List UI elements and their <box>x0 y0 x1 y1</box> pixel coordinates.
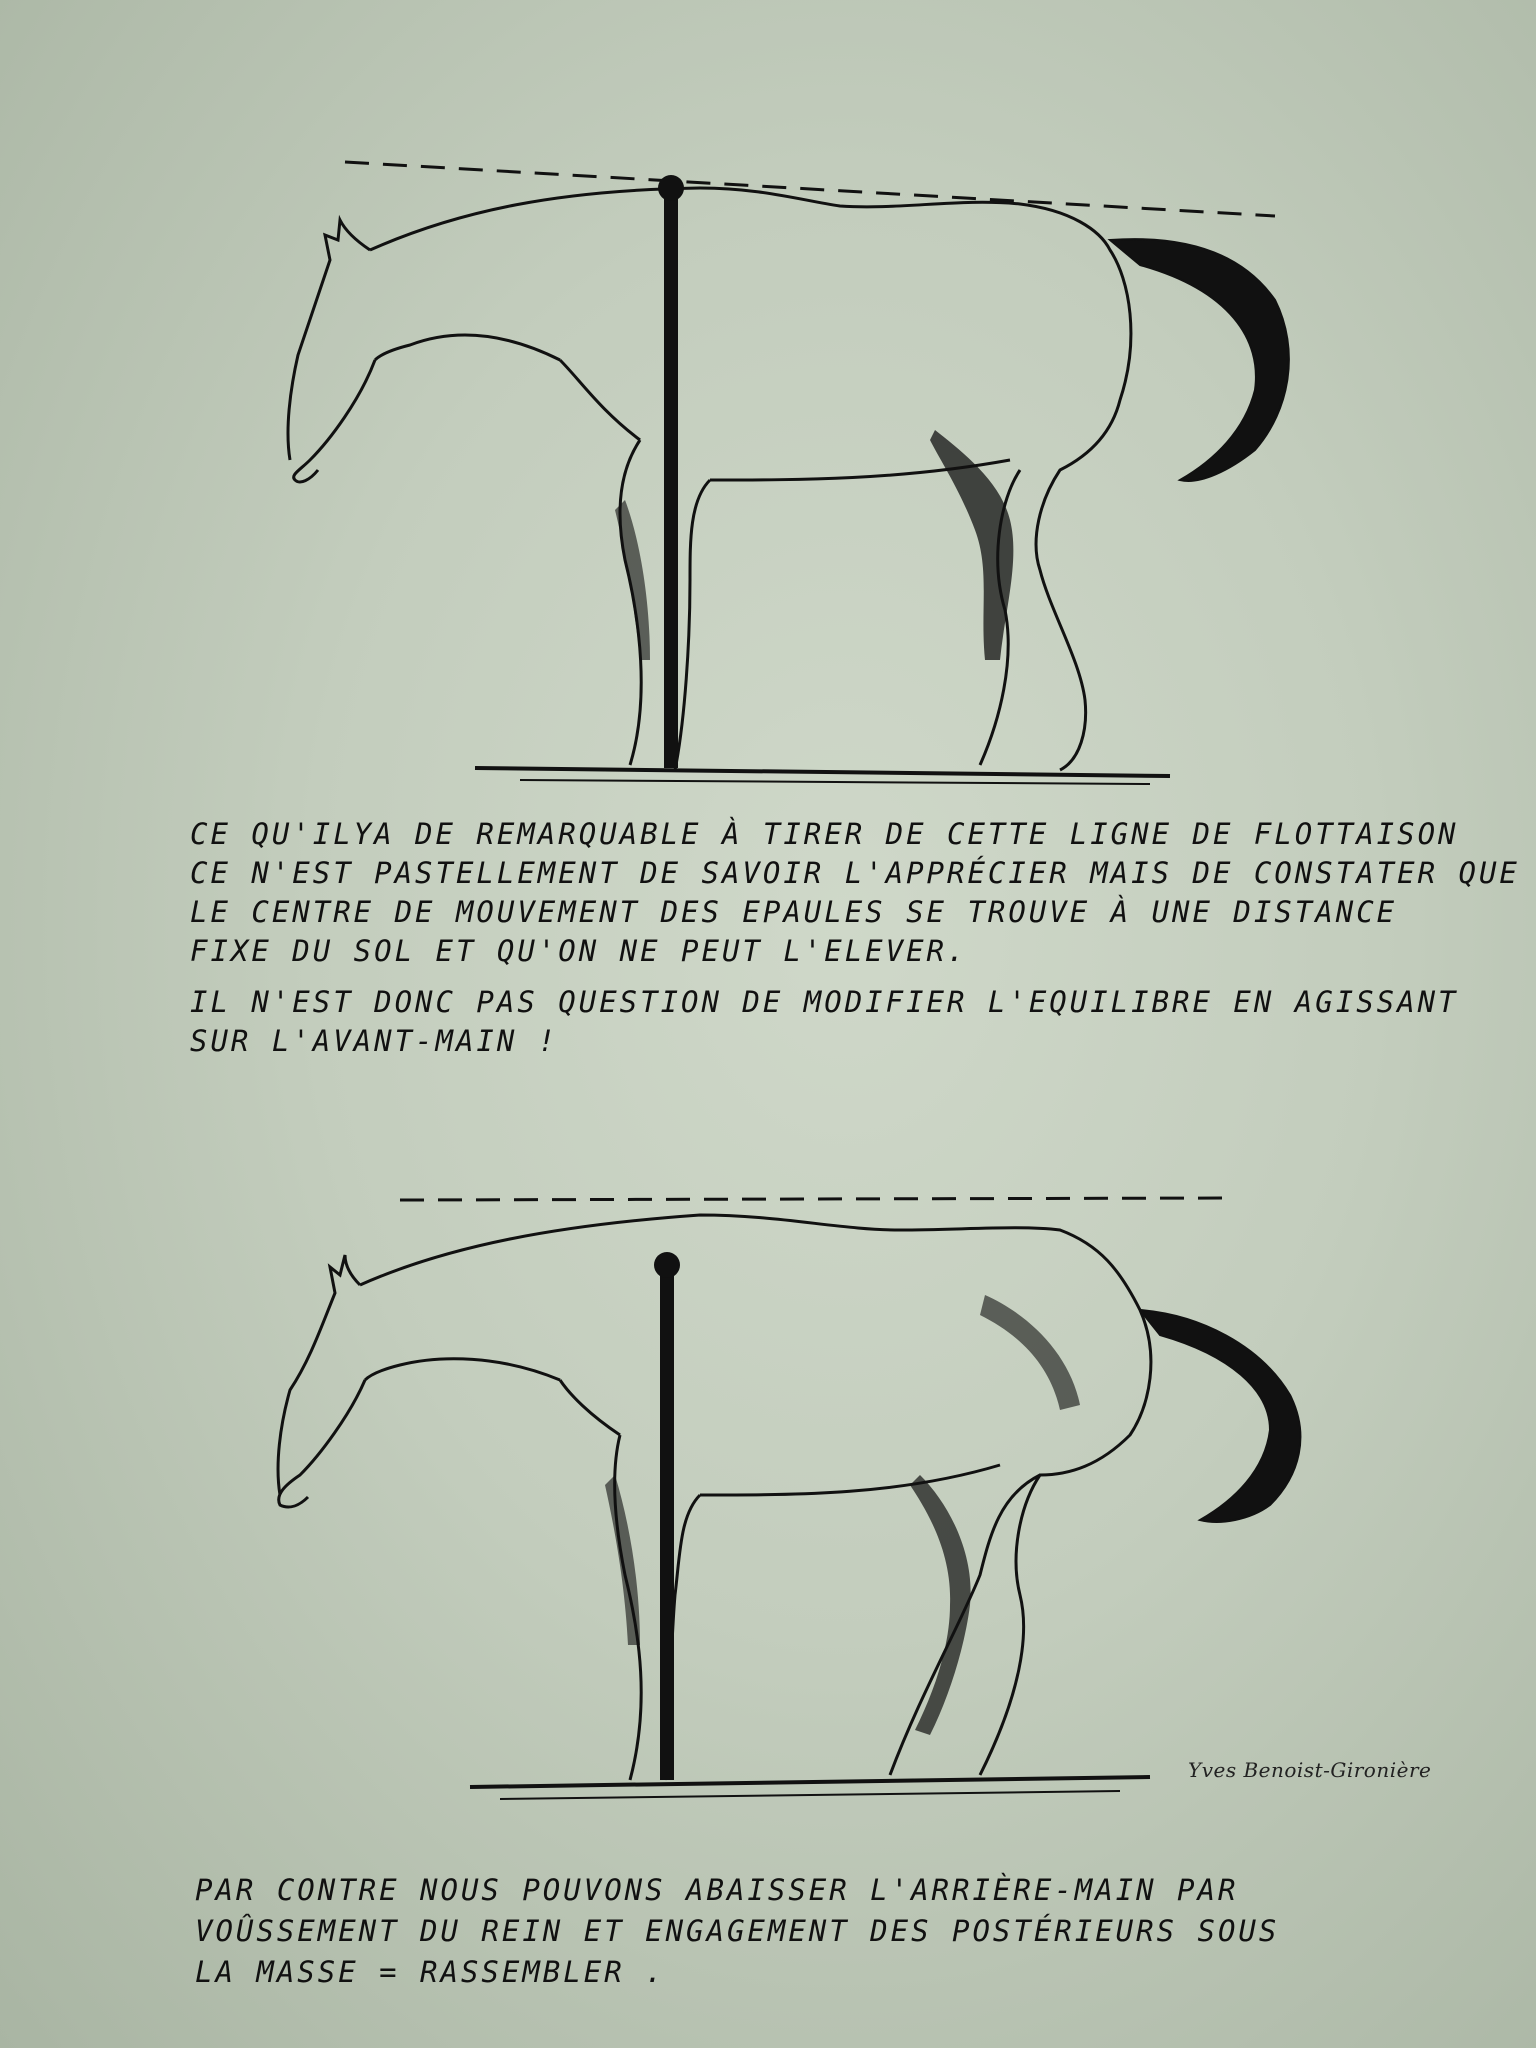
top-horse-illustration <box>0 140 1536 800</box>
caption-bottom <box>195 1870 1515 1993</box>
caption-bottom-line: PAR CONTRE NOUS POUVONS ABAISSER L'ARRIÈRE-MAIN PAR <box>195 1873 1239 1907</box>
horse-outline <box>288 188 1131 770</box>
caption-top-line: CE QU'ILYA DE REMARQUABLE À TIRER DE CETTE LIGNE DE FLOTTAISON <box>190 817 1459 851</box>
topline-dashed <box>400 1198 1230 1200</box>
caption-top-line: FIXE DU SOL ET QU'ON NE PEUT L'ELEVER. <box>190 934 968 968</box>
tail <box>1140 1310 1300 1522</box>
caption-top-line: CE N'EST PASTELLEMENT DE SAVOIR L'APPRÉCIER MAIS DE CONSTATER QUE <box>190 856 1520 890</box>
bottom-horse-illustration <box>0 1175 1536 1835</box>
ground-line <box>475 768 1170 776</box>
ground-line <box>470 1777 1150 1787</box>
shoulder-pole <box>664 188 678 768</box>
caption-top-line: SUR L'AVANT-MAIN ! <box>190 1024 559 1058</box>
topline-dashed <box>345 162 1275 216</box>
horse-standing-icon <box>0 140 1536 800</box>
shoulder-pole <box>660 1265 674 1780</box>
artist-signature: Yves Benoist-Gironière <box>1188 1758 1432 1782</box>
horse-outline <box>278 1215 1151 1780</box>
caption-top-line: LE CENTRE DE MOUVEMENT DES EPAULES SE TROUVE À UNE DISTANCE <box>190 895 1398 929</box>
tail <box>1110 239 1289 481</box>
horse-collected-icon <box>0 1175 1536 1835</box>
caption-top-line: IL N'EST DONC PAS QUESTION DE MODIFIER L'EQUILIBRE EN AGISSANT <box>190 985 1459 1019</box>
caption-bottom-line: LA MASSE = RASSEMBLER . <box>195 1955 666 1989</box>
caption-top <box>190 815 1520 1061</box>
caption-bottom-line: VOÛSSEMENT DU REIN ET ENGAGEMENT DES POSTÉRIEURS SOUS <box>195 1914 1280 1948</box>
